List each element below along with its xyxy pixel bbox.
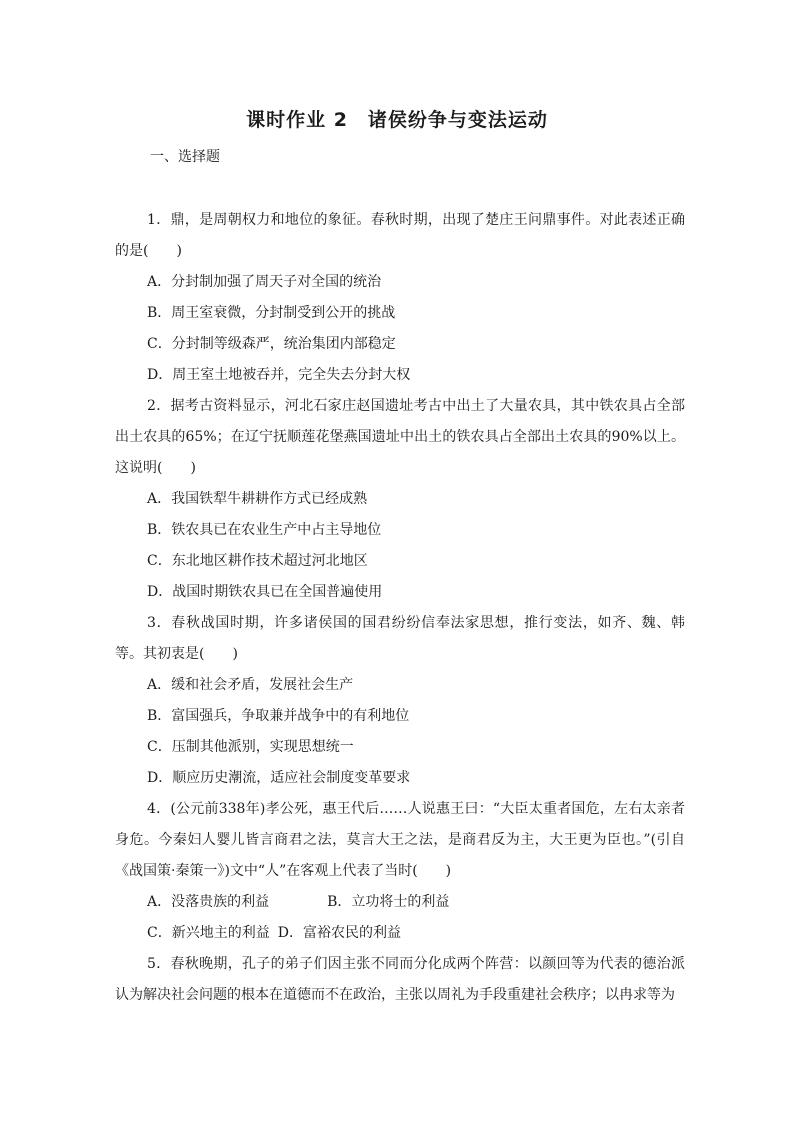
- option-c: C．东北地区耕作技术超过河北地区: [147, 553, 368, 569]
- question-5: [115, 949, 685, 1011]
- option-b: B．铁农具已在农业生产中占主导地位: [147, 522, 382, 538]
- option-d: D．顺应历史潮流，适应社会制度变革要求: [147, 770, 411, 786]
- option-row-cd: [115, 918, 685, 949]
- option-d: D．周王室土地被吞并，完全失去分封大权: [147, 367, 411, 383]
- option-c: C．压制其他派别，实现思想统一: [147, 739, 354, 755]
- option-a: A．缓和社会矛盾，发展社会生产: [147, 677, 354, 693]
- option-c: C．分封制等级森严，统治集团内部稳定: [147, 336, 396, 352]
- question-2: [115, 391, 685, 608]
- question-1: [115, 205, 685, 391]
- option-a: A．分封制加强了周天子对全国的统治: [147, 274, 382, 290]
- question-stem: 2．据考古资料显示，河北石家庄赵国遗址考古中出土了大量农具，其中铁农具占全部出土农具的65%；在辽宁抚顺莲花堡燕国遗址中出土的铁农具占全部出土农具的90%以上。这说明( ): [115, 398, 685, 476]
- page-title: 课时作业 2 诸侯纷争与变法运动: [246, 109, 548, 131]
- question-stem: 1．鼎，是周朝权力和地位的象征。春秋时期，出现了楚庄王问鼎事件。对此表述正确的是( ): [115, 212, 685, 259]
- option-b: B．周王室衰微，分封制受到公开的挑战: [147, 305, 396, 321]
- question-3: [115, 608, 685, 794]
- question-stem: 4．(公元前338年)孝公死，惠王代后……人说惠王曰：“大臣太重者国危，左右太亲者身危。今秦妇人婴儿皆言商君之法，莫言大王之法，是商君反为主，大王更为臣也。”(引自《战国策·秦策一》)文中“人”在客观上代表了当时( ): [115, 801, 685, 879]
- section-heading: 一、选择题: [150, 149, 220, 165]
- option-row-ab: [115, 887, 685, 918]
- question-list: [115, 205, 685, 1011]
- option-b: B．立功将士的利益: [327, 894, 450, 910]
- option-a: A．没落贵族的利益: [147, 894, 270, 910]
- option-c: C．新兴地主的利益: [147, 925, 270, 941]
- question-stem: 3．春秋战国时期，许多诸侯国的国君纷纷信奉法家思想，推行变法，如齐、魏、韩等。其初衷是( ): [115, 615, 685, 662]
- option-b: B．富国强兵，争取兼并战争中的有利地位: [147, 708, 410, 724]
- question-stem: 5．春秋晚期，孔子的弟子们因主张不同而分化成两个阵营：以颜回等为代表的德治派认为解决社会问题的根本在道德而不在政治，主张以周礼为手段重建社会秩序；以冉求等为: [115, 956, 685, 1003]
- option-d: D．富裕农民的利益: [277, 925, 401, 941]
- option-a: A．我国铁犁牛耕耕作方式已经成熟: [147, 491, 368, 507]
- question-4: [115, 794, 685, 949]
- option-d: D．战国时期铁农具已在全国普遍使用: [147, 584, 383, 600]
